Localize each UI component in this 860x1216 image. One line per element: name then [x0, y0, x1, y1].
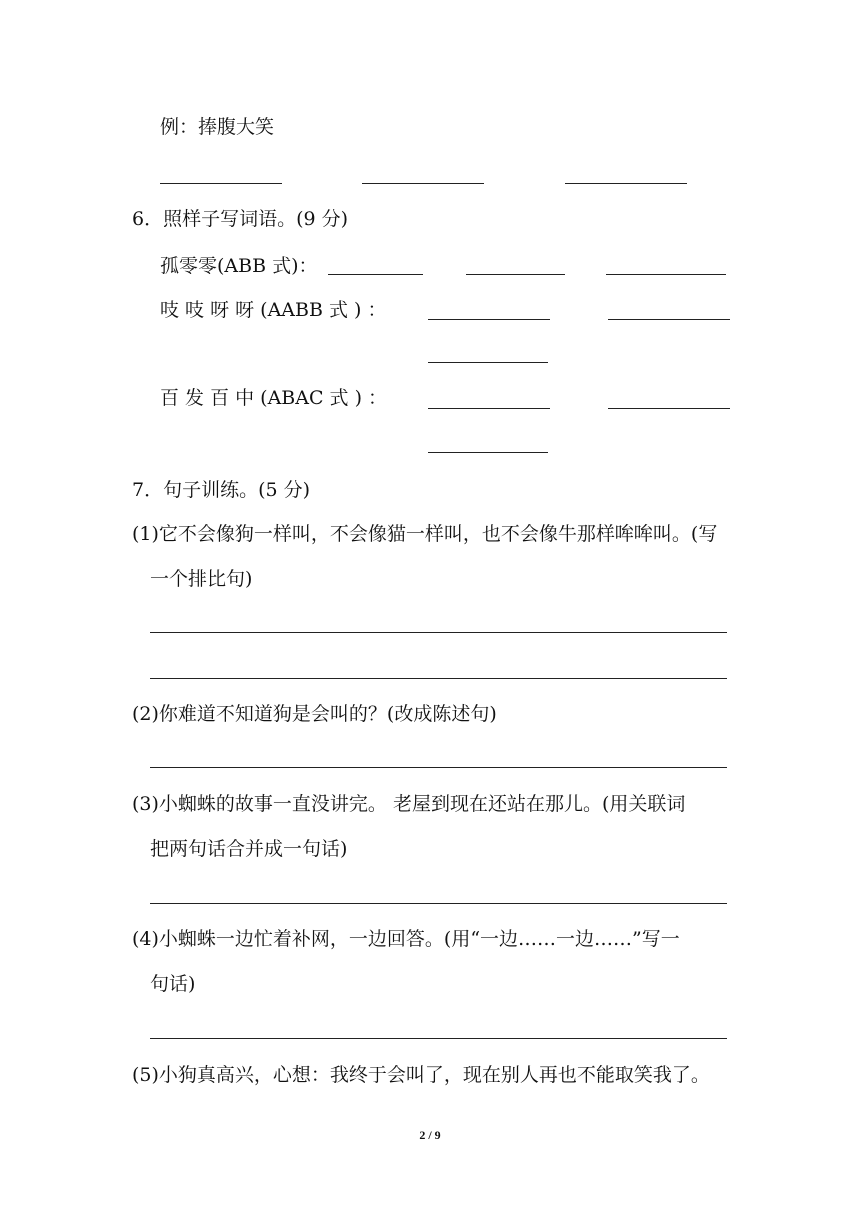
- question-6-title: 6．照样子写词语。(9 分): [132, 208, 349, 230]
- sentence-4-line-1: (4)小蜘蛛一边忙着补网，一边回答。(用“一边……一边……”写一: [132, 928, 680, 950]
- sentence-3-line-1: (3)小蜘蛛的故事一直没讲完。 老屋到现在还站在那儿。(用关联词: [132, 793, 686, 815]
- example-text: 例：捧腹大笑: [160, 116, 275, 138]
- answer-line[interactable]: [150, 767, 727, 768]
- question-7-title: 7．句子训练。(5 分): [132, 479, 311, 501]
- answer-blank[interactable]: [608, 319, 730, 320]
- answer-blank[interactable]: [428, 408, 550, 409]
- answer-blank[interactable]: [606, 274, 726, 275]
- abb-prompt: 孤零零(ABB 式)：: [160, 255, 318, 277]
- sentence-1-line-1: (1)它不会像狗一样叫，不会像猫一样叫，也不会像牛那样哞哞叫。(写: [132, 523, 718, 545]
- answer-blank[interactable]: [608, 408, 730, 409]
- sentence-5: (5)小狗真高兴，心想：我终于会叫了，现在别人再也不能取笑我了。: [132, 1064, 710, 1086]
- answer-blank[interactable]: [565, 183, 687, 184]
- answer-blank[interactable]: [428, 452, 548, 453]
- answer-blank[interactable]: [160, 183, 282, 184]
- answer-blank[interactable]: [466, 274, 565, 275]
- sentence-4-line-2: 句话): [150, 973, 196, 995]
- answer-line[interactable]: [150, 1038, 727, 1039]
- page-number: 2 / 9: [419, 1128, 441, 1142]
- answer-line[interactable]: [150, 678, 727, 679]
- aabb-prompt: 吱 吱 呀 呀 (AABB 式 ) ：: [160, 299, 387, 321]
- sentence-1-line-2: 一个排比句): [150, 568, 253, 590]
- sentence-2: (2)你难道不知道狗是会叫的？(改成陈述句): [132, 703, 497, 725]
- answer-blank[interactable]: [328, 274, 423, 275]
- answer-blank[interactable]: [428, 362, 548, 363]
- answer-blank[interactable]: [428, 319, 550, 320]
- abac-prompt: 百 发 百 中 (ABAC 式 ) ：: [160, 387, 388, 409]
- answer-blank[interactable]: [362, 183, 484, 184]
- answer-line[interactable]: [150, 632, 727, 633]
- sentence-3-line-2: 把两句话合并成一句话): [150, 838, 348, 860]
- answer-line[interactable]: [150, 903, 727, 904]
